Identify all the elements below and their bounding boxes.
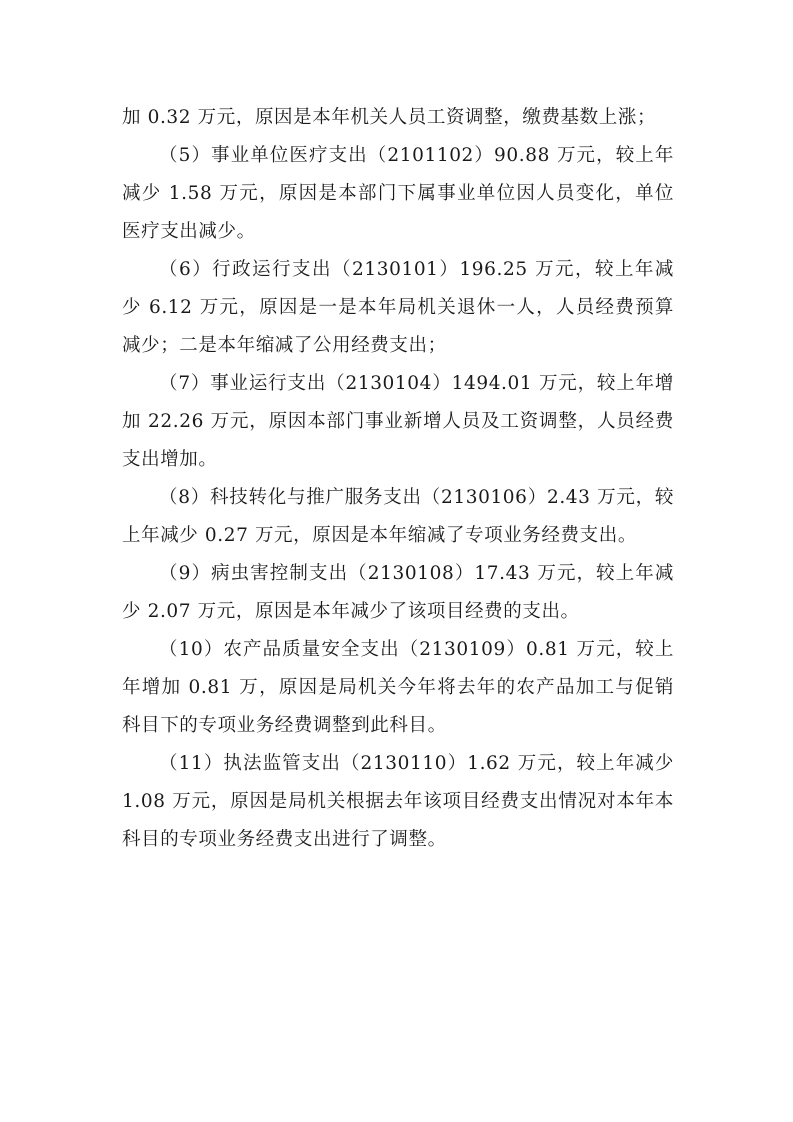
paragraph-item-9: （9）病虫害控制支出（2130108）17.43 万元，较上年减少 2.07 万元，原因是本年减少了该项目经费的支出。 [122, 563, 674, 622]
paragraph-item-5: （5）事业单位医疗支出（2101102）90.88 万元，较上年减少 1.58 万元，原因是本部门下属事业单位因人员变化，单位医疗支出减少。 [122, 145, 674, 242]
paragraph-item-7: （7）事业运行支出（2130104）1494.01 万元，较上年增加 22.26 万元，原因本部门事业新增人员及工资调整，人员经费支出增加。 [122, 373, 674, 470]
paragraph-item-10: （10）农产品质量安全支出（2130109）0.81 万元，较上年增加 0.81 万，原因是局机关今年将去年的农产品加工与促销科目下的专项业务经费调整到此科目。 [122, 639, 674, 736]
paragraph-continuation: 加 0.32 万元，原因是本年机关人员工资调整，缴费基数上涨； [122, 107, 657, 128]
paragraph-item-6: （6）行政运行支出（2130101）196.25 万元，较上年减少 6.12 万元，原因是一是本年局机关退休一人，人员经费预算减少；二是本年缩减了公用经费支出； [122, 259, 674, 356]
document-body [122, 99, 674, 859]
paragraph-item-11: （11）执法监管支出（2130110）1.62 万元，较上年减少 1.08 万元，原因是局机关根据去年该项目经费支出情况对本年本科目的专项业务经费支出进行了调整。 [122, 753, 674, 850]
paragraph-item-8: （8）科技转化与推广服务支出（2130106）2.43 万元，较上年减少 0.27 万元，原因是本年缩减了专项业务经费支出。 [122, 487, 674, 546]
